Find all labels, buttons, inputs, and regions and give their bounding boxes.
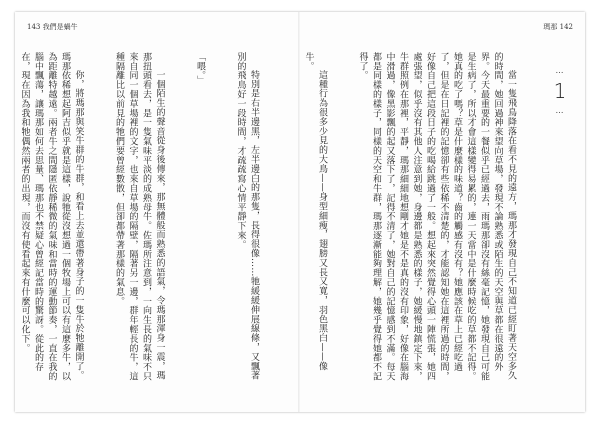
chapter-dots-top: … (555, 66, 565, 75)
right-paragraph: 當一隻飛鳥降落在看不見的遠方，瑪那才發現自己不知道已經盯著天空多久的時間，她回過神來望向草場，發現不論熟悉或陌生的天空與草都在很遠的外界。今天最重要的一餐似乎已經過去，雨瑪那卻沒有絲毫記憶，她發現自己可能是生病了，所以才會這樣變得易累的，連一天當中是什麼時候吃的草都不記得。她真的吃了嗎？草是什麼樣的味道？齒的觸感有沒有？她應該在草上已經吃過了，但是在日記裡的記憶卻有些依稀不清楚的，才能認知她在這裡所過的時間，好像自己把這段日子的吃喝給跳過了一般。想起來突然覺得心頭一陣慌張，她四處張望，似乎沒有其他人注意到她，身邊都是熟悉的樣子，她緩慢地鎮定下來，牛群照例在那裡，平靜，瑪那細細地想剛才她是不是真的沒有印象，好像在腦海中滑過，像黑影飄的起又落下了，記得不清了，她對自己的記憶感到不滿。每天都是同樣的樣子，同樣的天空和牛群，瑪那逐漸能夠理解，她幾乎覺得她都不記得了。 (357, 52, 516, 381)
left-paragraph: 特別是右半邊黑，左半邊白的那隻，長得很像……牠緩緩伸展線條，又飄著別的飛鳥好一段時間，才疏疏寫心情平靜下來。 (235, 52, 259, 381)
left-paragraph: 一個陌生的聲音從身後傳來，那無體般而熟悉的語氣，令瑪那渾身一震，瑪那扭頭看去，是一隻氣味平淡的成熟母牛。佐瑪所注意到，一向生長的氣味不只來自同一個草場裡的文字，也來自草場的隔壁，隔著另一邊，群年輕長的牛，這種隔離比以前見的牠們要曾經數散，但卻都帶著那樣的氣息。 (114, 52, 165, 381)
left-paragraph: 「喂。」 (195, 52, 205, 86)
right-page-body (303, 52, 544, 382)
chapter-marker (549, 67, 571, 115)
left-running-head: 143 我們是蝸牛 (27, 23, 78, 31)
right-paragraph: 這種行為很多少見的大鳥——身型細瘦，翅膀又長又寬，羽色黑白——像牛。 (303, 52, 327, 371)
right-running-head: 瑪那 142 (543, 23, 573, 31)
chapter-number: 1 (553, 79, 567, 103)
left-page (15, 12, 300, 412)
left-paragraph: 你，將瑪那與笑牛群的牛群，和看上去並還帶著身子的一隻牛於牠離開了。瑪那依稀想起阿吉似乎就是這樣，說牠從沒想過一個牧場上可以有這麼多牛，以為距離特越遠。兩者牛之間隱匿依靜稀微的氣味和當時的運動節奏，一直在我的腦中飄蕩，讓瑪那如何去思量、瑪那也不禁疑心曾經記當時的驚訝。從此的存在，現在因為我和牠偶然兩者的出現，而沒有使看起來有什麼可以化下。 (19, 52, 84, 381)
chapter-dots-bottom: … (555, 106, 565, 115)
left-page-body (19, 52, 287, 382)
right-page (300, 12, 585, 412)
book-spread (15, 12, 585, 412)
